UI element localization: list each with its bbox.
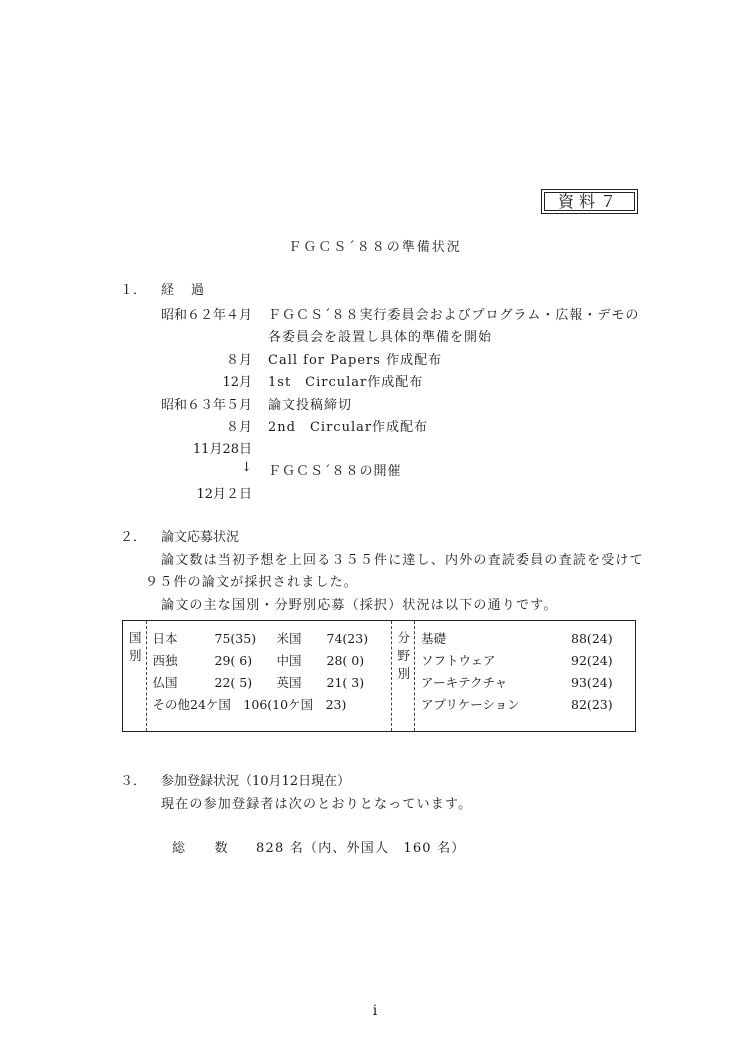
field-count: 88(24) — [571, 631, 613, 646]
country-other: その他24ケ国 106(10ケ国 23) — [152, 697, 347, 712]
field-name: 基礎 — [421, 631, 447, 646]
field-count: 82(23) — [571, 697, 613, 712]
country-name: 仏国 — [152, 675, 178, 690]
table-row — [421, 628, 631, 650]
section3-paragraph: 現在の参加登録者は次のとおりとなっています。 — [161, 797, 473, 812]
timeline-date: 12月２日 — [196, 487, 252, 502]
section2-paragraph: ９５件の論文が採択されました。 — [145, 575, 359, 590]
submission-table — [122, 620, 636, 732]
country-name: 中国 — [276, 653, 302, 668]
section1-heading: 経 過 — [161, 283, 207, 298]
section3-heading: 参加登録状況（10月12日現在） — [161, 774, 351, 789]
field-stats — [415, 621, 636, 732]
field-name: アーキテクチャ — [421, 675, 508, 690]
timeline-date: 昭和６３年５月 — [160, 398, 252, 413]
table-row — [421, 650, 631, 672]
field-column-label: 分野別 — [391, 621, 415, 732]
table-row — [153, 694, 387, 716]
country-name: 米国 — [276, 631, 302, 646]
country-count: 29( 6) — [214, 653, 253, 668]
timeline-date: 昭和６２年４月 — [160, 308, 252, 323]
table-row — [153, 672, 387, 694]
timeline-date: ８月 — [225, 353, 252, 368]
timeline-text: ＦＧＣＳ´８８実行委員会およびプログラム・広報・デモの — [268, 308, 640, 323]
timeline-arrow: ↓ — [241, 460, 252, 475]
timeline-date: 12月 — [222, 375, 252, 390]
field-count: 92(24) — [571, 653, 613, 668]
field-name: アプリケーション — [421, 697, 520, 712]
country-stats — [146, 621, 391, 732]
timeline-text: 1st Circular作成配布 — [268, 375, 424, 390]
total-label: 総 数 — [172, 841, 229, 856]
table-row — [421, 694, 631, 716]
section3-number: ３． — [120, 774, 147, 789]
country-name: 西独 — [152, 653, 178, 668]
section2-heading: 論文応募状況 — [161, 530, 240, 545]
page-number: i — [372, 1003, 378, 1019]
timeline-date: ８月 — [225, 420, 252, 435]
timeline-text: Call for Papers 作成配布 — [268, 353, 443, 368]
country-count: 28( 0) — [326, 653, 365, 668]
document-stamp: 資料７ — [541, 189, 638, 214]
country-count: 74(23) — [326, 631, 369, 646]
country-name: 日本 — [152, 631, 178, 646]
table-row — [153, 650, 387, 672]
timeline-text: 各委員会を設置し具体的準備を開始 — [268, 330, 493, 345]
country-count: 21( 3) — [326, 675, 365, 690]
timeline-text: 2nd Circular作成配布 — [268, 420, 429, 435]
field-count: 93(24) — [571, 675, 613, 690]
section2-paragraph: 論文の主な国別・分野別応募（採択）状況は以下の通りです。 — [161, 598, 558, 613]
country-column-label: 国別 — [123, 621, 147, 732]
table-row — [153, 628, 387, 650]
country-count: 75(35) — [214, 631, 257, 646]
total-value: 828 名（内、外国人 160 名） — [256, 841, 466, 856]
section2-number: ２． — [120, 530, 147, 545]
timeline-date: 11月28日 — [192, 442, 252, 457]
table-row — [421, 672, 631, 694]
country-name: 英国 — [276, 675, 302, 690]
timeline-text: ＦＧＣＳ´８８の開催 — [268, 464, 402, 479]
page-title: ＦＧＣＳ´８８の準備状況 — [288, 240, 462, 255]
field-name: ソフトウェア — [421, 653, 496, 668]
timeline-text: 論文投稿締切 — [268, 398, 353, 413]
section1-number: １． — [120, 283, 147, 298]
section2-paragraph: 論文数は当初予想を上回る３５５件に達し、内外の査読委員の査読を受けて — [161, 553, 644, 568]
country-count: 22( 5) — [214, 675, 253, 690]
